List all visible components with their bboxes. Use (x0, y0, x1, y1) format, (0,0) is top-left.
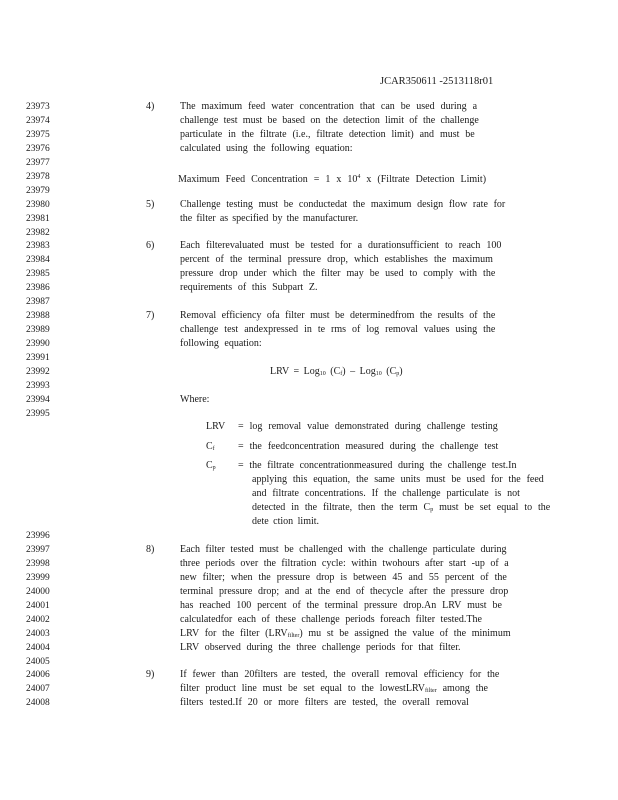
line-number: 23981 (26, 214, 50, 224)
line-number: 23991 (26, 353, 50, 363)
line-number: 23976 (26, 144, 50, 154)
line-number: 23977 (26, 158, 50, 168)
page-header: JCAR350611 -2513118r01 (380, 76, 494, 87)
item-6-line-3: pressure drop under which the filter may be used to comply with the (180, 268, 496, 279)
def-cp-line-2: applying this equation, the same units must be used for the feed (252, 474, 544, 485)
item-8-line-7: LRV for the filter $(LRV_{filter})$ mu st be assigned the value of the minimum (180, 628, 511, 639)
line-number: 23974 (26, 116, 50, 126)
line-number: 23997 (26, 545, 50, 555)
item-number-8: 8) (146, 544, 155, 555)
line-number: 23999 (26, 573, 50, 583)
item-6-line-1: Each filterevaluated must be tested for a durationsufficient to reach 100 (180, 240, 502, 251)
item-8-line-5: has reached 100 percent of the terminal pressure drop.An LRV must be (180, 600, 502, 611)
item-4-line-4: calculated using the following equation: (180, 143, 353, 154)
def-lrv-term: LRV (206, 421, 226, 432)
item-8-line-4: terminal pressure drop; and at the end of thecycle after the pressure drop (180, 586, 509, 597)
line-number: 23983 (26, 241, 50, 251)
line-number: 23987 (26, 297, 50, 307)
line-number: 23992 (26, 367, 50, 377)
line-number: 23990 (26, 339, 50, 349)
line-number: 24008 (26, 698, 50, 708)
def-cf-term: $C_f$ (206, 441, 215, 452)
line-number: 24007 (26, 684, 50, 694)
item-number-7: 7) (146, 310, 155, 321)
line-number: 24000 (26, 587, 50, 597)
line-number: 24001 (26, 601, 50, 611)
line-number: 23980 (26, 200, 50, 210)
where-label: Where: (180, 394, 210, 405)
line-number: 23978 (26, 172, 50, 182)
item-9-line-1: If fewer than 20filters are tested, the overall removal efficiency for the (180, 669, 500, 680)
equation-lrv: LRV = Log$_{10}$ $(C_f) - Log_{10}$ $(C_p)$ (270, 366, 403, 377)
item-7-line-3: following equation: (180, 338, 262, 349)
item-number-6: 6) (146, 240, 155, 251)
line-number: 24006 (26, 670, 50, 680)
line-number: 23993 (26, 381, 50, 391)
line-number: 24002 (26, 615, 50, 625)
item-8-line-1: Each filter tested must be challenged with the challenge particulate during (180, 544, 507, 555)
item-6-line-4: requirements of this Subpart Z. (180, 282, 318, 293)
line-number: 23984 (26, 255, 50, 265)
line-number: 23985 (26, 269, 50, 279)
line-number: 23995 (26, 409, 50, 419)
line-number: 23998 (26, 559, 50, 569)
def-cf-text: = the feedconcentration measured during the challenge test (238, 441, 499, 452)
equation-max-feed-concentration: Maximum Feed Concentration = 1 x $10^4$ x (Filtrate Detection Limit) (178, 174, 487, 185)
line-number: 23989 (26, 325, 50, 335)
def-cp-term: $C_p$ (206, 460, 216, 471)
item-6-line-2: percent of the terminal pressure drop, which establishes the maximum (180, 254, 493, 265)
line-number: 23982 (26, 228, 50, 238)
def-cp-line-4: detected in the filtrate, then the term $C_p$ must be set equal to the (252, 502, 551, 513)
def-cp-line-3: and filtrate concentrations. If the challenge particulate is not (252, 488, 520, 499)
item-number-9: 9) (146, 669, 155, 680)
line-number: 23973 (26, 102, 50, 112)
item-5-line-1: Challenge testing must be conductedat the maximum design flow rate for (180, 199, 506, 210)
line-number: 24004 (26, 643, 50, 653)
line-number: 23996 (26, 531, 50, 541)
line-number: 23988 (26, 311, 50, 321)
def-lrv-text: = log removal value demonstrated during challenge testing (238, 421, 498, 432)
item-4-line-3: particulate in the filtrate (i.e., filtrate detection limit) and must be (180, 129, 475, 140)
item-7-line-2: challenge test andexpressed in te rms of log removal values using the (180, 324, 496, 335)
item-8-line-3: new filter; when the pressure drop is between 45 and 55 percent of the (180, 572, 507, 583)
item-4-line-2: challenge test must be based on the detection limit of the challenge (180, 115, 479, 126)
item-7-line-1: Removal efficiency ofa filter must be determinedfrom the results of the (180, 310, 496, 321)
def-cp-line-1: = the filtrate concentrationmeasured during the challenge test.In (238, 460, 517, 471)
item-9-line-2: filter product line must be set equal to the lowestLRV$_{filter}$ among the (180, 683, 488, 694)
line-number: 23979 (26, 186, 50, 196)
item-8-line-6: calculatedfor each of these challenge periods foreach filter tested.The (180, 614, 482, 625)
line-number: 24005 (26, 657, 50, 667)
item-9-line-3: filters tested.If 20 or more filters are tested, the overall removal (180, 697, 469, 708)
item-5-line-2: the filter as specified by the manufacturer. (180, 213, 359, 224)
item-8-line-2: three periods over the filtration cycle: within twohours after start -up of a (180, 558, 509, 569)
def-cp-line-5: dete ction limit. (252, 516, 320, 527)
item-8-line-8: LRV observed during the three challenge periods for that filter. (180, 642, 461, 653)
line-number: 23994 (26, 395, 50, 405)
item-number-4: 4) (146, 101, 155, 112)
line-number: 24003 (26, 629, 50, 639)
line-number: 23975 (26, 130, 50, 140)
line-number: 23986 (26, 283, 50, 293)
item-4-line-1: The maximum feed water concentration that can be used during a (180, 101, 478, 112)
item-number-5: 5) (146, 199, 155, 210)
